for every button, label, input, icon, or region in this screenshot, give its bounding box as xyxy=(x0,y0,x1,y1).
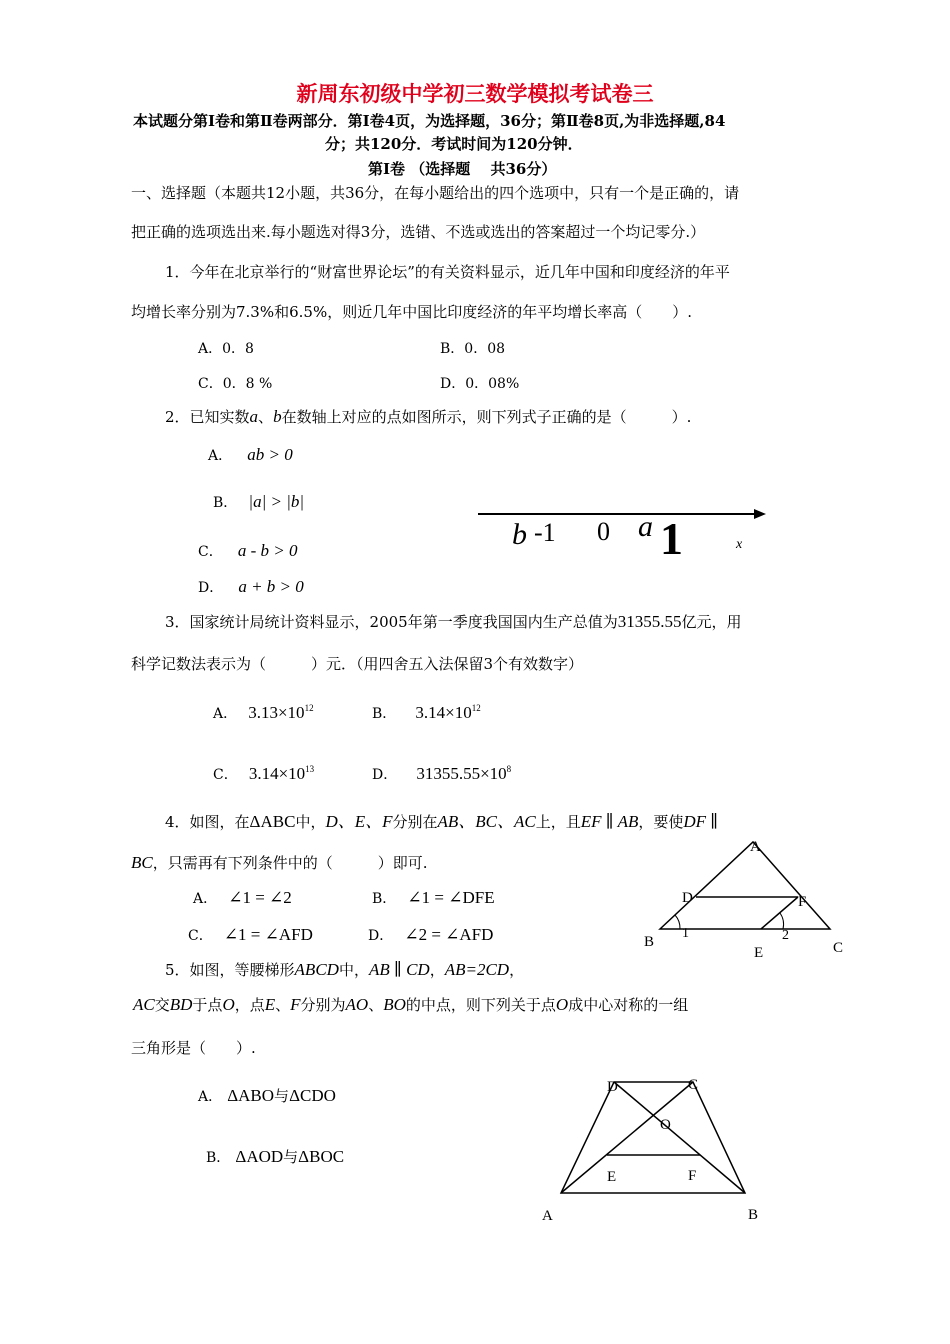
q4-text-5: ，要使 xyxy=(638,813,684,831)
q3-option-c-label: C． xyxy=(213,767,238,783)
q3-option-b-label: B． xyxy=(372,706,397,722)
point-label-c: C xyxy=(833,940,844,956)
section-instructions-line-1: 一、选择题（本题共12小题，共36分，在每小题给出的四个选项中，只有一个是正确的，请 xyxy=(131,184,740,202)
q3-option-b-value xyxy=(415,703,480,722)
part-title: 第Ⅰ卷 （选择题 共36分） xyxy=(368,160,557,178)
number-line-figure xyxy=(470,496,780,562)
q5-math-bd: BD xyxy=(169,995,193,1014)
q5-option-a-label: A． xyxy=(198,1089,223,1105)
q2-option-a-expr: ab > 0 xyxy=(247,445,293,464)
q2-option-a-label: A． xyxy=(208,448,233,464)
q4-math-sides: AB、BC、AC xyxy=(437,812,536,831)
angle-1-arc xyxy=(675,915,680,929)
q3-option-d xyxy=(372,764,511,784)
point-label-d: D xyxy=(607,1079,618,1095)
point-label-a: A xyxy=(750,839,761,855)
point-label-o: O xyxy=(660,1117,671,1133)
q4-stem-line-2 xyxy=(131,853,428,873)
arrow-icon xyxy=(754,509,766,519)
q5-option-b-mid: 与 xyxy=(283,1148,299,1166)
q5-stem-line-3: 三角形是（ ）. xyxy=(131,1039,256,1057)
q2-var-a: a xyxy=(249,407,259,426)
q5-math-ao: AO xyxy=(345,995,369,1014)
q3-stem-line-2: 科学记数法表示为（ ）元．（用四舍五入法保留3个有效数字） xyxy=(131,655,584,673)
point-label-c: C xyxy=(688,1077,699,1093)
q5-option-a-expr-1: ΔABO xyxy=(227,1086,275,1105)
triangle-figure xyxy=(630,835,860,965)
q5-math-abcd: ABCD xyxy=(294,960,339,979)
axis-label-a: a xyxy=(638,510,653,543)
trapezoid-abcd xyxy=(561,1082,745,1193)
q5-text-10: 、 xyxy=(368,996,384,1014)
q3-option-d-exponent: 8 xyxy=(506,764,512,774)
q2-option-c-expr: a - b > 0 xyxy=(237,541,298,560)
segment-ef xyxy=(761,897,798,929)
q4-option-d-expr: ∠2 = ∠AFD xyxy=(404,925,494,944)
q5-text-7: ，点 xyxy=(234,996,265,1014)
q4-stem-line-1 xyxy=(165,812,718,832)
axis-label-b: b xyxy=(512,518,527,551)
q5-option-a-expr-2: ΔCDO xyxy=(289,1086,336,1105)
q2-option-b-expr: |a| > |b| xyxy=(248,492,305,511)
q5-text-6: 于点 xyxy=(192,996,223,1014)
q3-option-d-base: 31355.55×10 xyxy=(416,764,507,783)
q3-option-a-exponent: 12 xyxy=(304,703,314,713)
q5-stem-line-2 xyxy=(133,995,688,1015)
q5-text-1: 5．如图，等腰梯形 xyxy=(165,961,295,979)
q5-math-ac: AC xyxy=(133,995,155,1014)
q2-option-b xyxy=(213,492,304,512)
axis-label-x: x xyxy=(736,537,743,552)
q4-text-3: 分别在 xyxy=(392,813,438,831)
q2-option-c-label: C． xyxy=(198,544,223,560)
q2-option-b-label: B． xyxy=(213,495,238,511)
q5-math-o: O xyxy=(222,995,235,1014)
point-label-a: A xyxy=(542,1208,553,1224)
point-label-e: E xyxy=(607,1169,617,1185)
q4-option-b xyxy=(372,888,495,908)
q5-math-e: E xyxy=(264,995,276,1014)
q4-text-4: 上，且 xyxy=(535,813,581,831)
q5-option-b-expr-1: ΔAOD xyxy=(235,1147,284,1166)
q4-option-a xyxy=(193,888,292,908)
trapezoid-figure xyxy=(530,1070,780,1230)
q3-option-c-base: 3.14×10 xyxy=(248,764,306,783)
point-label-f: F xyxy=(688,1168,697,1184)
q5-option-b xyxy=(206,1147,344,1167)
q4-math-parallel-1: EF ∥ AB xyxy=(580,812,639,831)
q3-option-a xyxy=(213,703,314,723)
intro-line-1: 本试题分第Ⅰ卷和第Ⅱ卷两部分．第Ⅰ卷4页，为选择题，36分；第Ⅱ卷8页,为非选择题,84 xyxy=(133,112,726,130)
q3-option-b-exponent: 12 xyxy=(471,703,481,713)
q5-math-parallel: AB ∥ CD xyxy=(368,960,430,979)
q4-option-d xyxy=(368,925,493,945)
q2-stem-suffix: 在数轴上对应的点如图所示，则下列式子正确的是（ ）. xyxy=(281,408,692,426)
q5-math-o-2: O xyxy=(555,995,569,1014)
q2-option-d-expr: a + b > 0 xyxy=(238,577,304,596)
q5-math-ratio: AB=2CD xyxy=(444,960,510,979)
q5-text-12: 成中心对称的一组 xyxy=(568,996,689,1014)
angle-label-1: 1 xyxy=(682,926,689,941)
q5-option-a xyxy=(198,1086,336,1106)
q4-option-d-label: D． xyxy=(368,928,394,944)
q3-option-b xyxy=(372,703,481,723)
q4-math-points: D、E、F xyxy=(325,812,393,831)
q2-stem-sep: 、 xyxy=(258,408,274,426)
q5-option-a-mid: 与 xyxy=(274,1087,290,1105)
q4-math-parallel-2: DF ∥ xyxy=(683,812,719,831)
q2-stem xyxy=(165,407,691,427)
q5-text-3: ， xyxy=(429,961,445,979)
point-label-b: B xyxy=(748,1207,759,1223)
q4-option-a-expr: ∠1 = ∠2 xyxy=(228,888,292,907)
q3-option-a-label: A． xyxy=(213,706,238,722)
q3-option-c-value xyxy=(249,764,314,783)
axis-label-neg1: -1 xyxy=(534,518,556,547)
q4-text-1: 4．如图，在 xyxy=(165,813,250,831)
point-label-e: E xyxy=(754,945,764,961)
q1-option-a: A．0．8 xyxy=(198,341,254,357)
q2-stem-prefix: 2．已知实数 xyxy=(165,408,250,426)
page-title: 新周东初级中学初三数学模拟考试卷三 xyxy=(296,81,654,106)
q5-option-b-label: B． xyxy=(206,1150,231,1166)
q2-option-a xyxy=(208,445,293,465)
q3-option-a-value xyxy=(248,703,313,722)
q1-option-c: C．0．8 % xyxy=(198,376,273,392)
q3-stem-text-b: 亿元，用 xyxy=(681,613,742,631)
q1-option-b: B．0．08 xyxy=(440,341,506,357)
axis-label-zero: 0 xyxy=(597,517,610,546)
q5-math-bo: BO xyxy=(383,995,406,1014)
q3-stem-text-a: 3．国家统计局统计资料显示，2005年第一季度我国国内生产总值为 xyxy=(165,613,618,631)
q3-gdp-value: 31355.55 xyxy=(617,612,682,631)
q2-option-c xyxy=(198,541,297,561)
angle-2-arc xyxy=(780,913,784,929)
q4-option-c-expr: ∠1 = ∠AFD xyxy=(223,925,313,944)
section-instructions-line-2: 把正确的选项选出来.每小题选对得3分，选错、不选或选出的答案超过一个均记零分.） xyxy=(131,223,706,241)
q5-text-5: 交 xyxy=(154,996,170,1014)
q2-option-d-label: D． xyxy=(198,580,224,596)
q5-text-11: 的中点，则下列关于点 xyxy=(405,996,556,1014)
q1-stem-line-1: 1．今年在北京举行的“财富世界论坛”的有关资料显示，近几年中国和印度经济的年平 xyxy=(165,263,730,281)
q4-math-triangle: ΔABC xyxy=(249,812,296,831)
q4-option-b-label: B． xyxy=(372,891,397,907)
q4-text-2: 中， xyxy=(295,813,326,831)
q3-option-b-base: 3.14×10 xyxy=(415,703,472,722)
point-label-b: B xyxy=(644,934,655,950)
point-label-f: F xyxy=(798,894,807,910)
axis-label-one: 1 xyxy=(660,513,683,562)
q2-option-d xyxy=(198,577,304,597)
intro-line-2: 分；共120分．考试时间为120分钟． xyxy=(325,135,583,153)
q3-option-d-value xyxy=(416,764,511,783)
q5-math-f: F xyxy=(290,995,301,1014)
q1-stem-line-2: 均增长率分别为7.3%和6.5%，则近几年中国比印度经济的年平均增长率高（ ）. xyxy=(131,303,692,321)
q1-option-d: D．0．08% xyxy=(440,376,520,392)
q5-text-9: 分别为 xyxy=(300,996,346,1014)
q4-option-c-label: C． xyxy=(188,928,213,944)
q3-option-a-base: 3.13×10 xyxy=(248,703,305,722)
diagonal-ac xyxy=(561,1082,693,1193)
q2-var-b: b xyxy=(273,407,282,426)
triangle-abc xyxy=(660,842,830,929)
q5-stem-line-1 xyxy=(165,960,524,980)
q5-option-b-expr-2: ΔBOC xyxy=(298,1147,345,1166)
q3-stem-line-1 xyxy=(165,612,742,632)
point-label-d: D xyxy=(682,890,693,906)
q3-option-c-exponent: 13 xyxy=(305,764,315,774)
q4-text-6: ，只需再有下列条件中的（ ）即可. xyxy=(152,854,428,872)
diagonal-bd xyxy=(614,1082,745,1193)
angle-label-2: 2 xyxy=(782,928,789,943)
q4-math-bc: BC xyxy=(131,853,153,872)
q5-text-2: 中， xyxy=(338,961,369,979)
q5-text-8: 、 xyxy=(275,996,291,1014)
q4-option-c xyxy=(188,925,313,945)
q3-option-c xyxy=(213,764,314,784)
q4-option-a-label: A． xyxy=(193,891,218,907)
q3-option-d-label: D． xyxy=(372,767,398,783)
q5-text-4: ， xyxy=(509,961,525,979)
q4-option-b-expr: ∠1 = ∠DFE xyxy=(407,888,495,907)
